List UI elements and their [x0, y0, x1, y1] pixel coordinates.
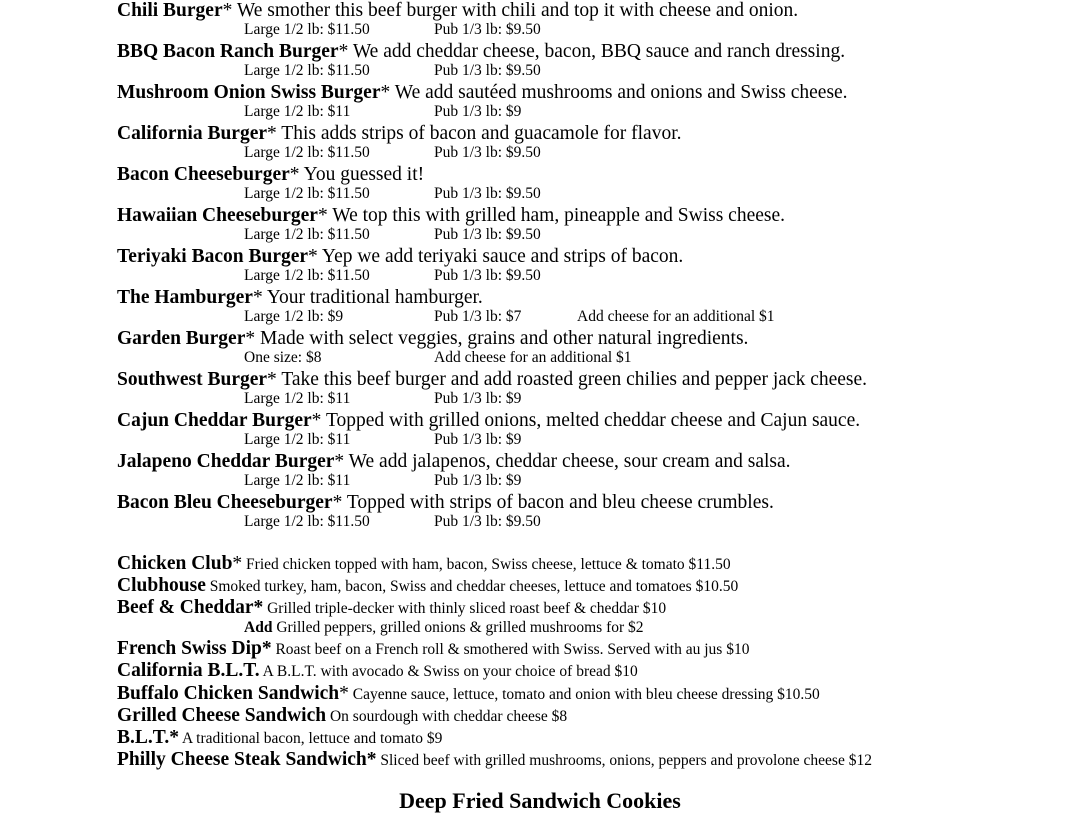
- price-large: Large 1/2 lb: $11.50: [244, 62, 370, 79]
- price-large: Large 1/2 lb: $9: [244, 308, 344, 325]
- item-description: A B.L.T. with avocado & Swiss on your choice of bread $10: [259, 663, 638, 680]
- menu-item: [117, 328, 748, 367]
- price-pub: Pub 1/3 lb: $7: [434, 308, 522, 325]
- price-pub: Pub 1/3 lb: $9.50: [434, 513, 541, 530]
- menu-item: [117, 410, 860, 449]
- item-description: * This adds strips of bacon and guacamole for flavor.: [267, 123, 682, 144]
- price-large: Large 1/2 lb: $11.50: [244, 513, 370, 530]
- star-mark: *: [339, 683, 349, 704]
- menu-item: [117, 164, 541, 203]
- item-name: Buffalo Chicken Sandwich: [117, 683, 340, 704]
- price-large: Large 1/2 lb: $11: [244, 472, 351, 489]
- item-description: * Your traditional hamburger.: [252, 287, 483, 308]
- item-description: * Made with select veggies, grains and other natural ingredients.: [245, 328, 749, 349]
- item-description: Roast beef on a French roll & smothered with Swiss. Served with au jus $10: [271, 641, 750, 658]
- item-name: Bacon Cheeseburger: [117, 164, 290, 185]
- price-pub: Pub 1/3 lb: $9: [434, 390, 522, 407]
- addon-text: Grilled peppers, grilled onions & grilled mushrooms for $2: [272, 619, 644, 636]
- item-name: Hawaiian Cheeseburger: [117, 205, 318, 226]
- item-description: * You guessed it!: [289, 164, 425, 185]
- item-description: * Take this beef burger and add roasted green chilies and pepper jack cheese.: [267, 369, 868, 390]
- addon-label: Add: [244, 619, 273, 636]
- menu-item: [117, 123, 681, 162]
- price-pub: Pub 1/3 lb: $9.50: [434, 21, 541, 38]
- item-description: * We add jalapenos, cheddar cheese, sour cream and salsa.: [334, 451, 791, 472]
- item-name: Southwest Burger: [117, 369, 268, 390]
- item-description: On sourdough with cheddar cheese $8: [326, 708, 568, 725]
- item-name: Cajun Cheddar Burger: [117, 410, 312, 431]
- price-large: Large 1/2 lb: $11.50: [244, 267, 370, 284]
- item-description: * We add sautéed mushrooms and onions and Swiss cheese.: [380, 82, 848, 103]
- sandwich-item: [117, 553, 731, 576]
- item-name: California B.L.T.: [117, 660, 260, 681]
- item-name: Chicken Club: [117, 553, 233, 574]
- menu-item: [117, 492, 774, 531]
- price-large: Large 1/2 lb: $11.50: [244, 144, 370, 161]
- item-name: Philly Cheese Steak Sandwich*: [117, 749, 377, 770]
- item-name: Teriyaki Bacon Burger: [117, 246, 309, 267]
- item-description: Smoked turkey, ham, bacon, Swiss and cheddar cheeses, lettuce and tomatoes $10.50: [205, 578, 739, 595]
- menu-item: [117, 82, 848, 121]
- price-pub: Pub 1/3 lb: $9: [434, 431, 522, 448]
- price-large: Large 1/2 lb: $11: [244, 103, 351, 120]
- sandwich-item: [117, 660, 638, 683]
- item-description: * Yep we add teriyaki sauce and strips of bacon.: [308, 246, 684, 267]
- item-name: Jalapeno Cheddar Burger: [117, 451, 335, 472]
- menu-item: [117, 451, 791, 490]
- sandwich-item: [117, 575, 738, 598]
- price-large: Large 1/2 lb: $11.50: [244, 185, 370, 202]
- item-description: * We top this with grilled ham, pineapple and Swiss cheese.: [317, 205, 786, 226]
- price-pub: Pub 1/3 lb: $9.50: [434, 144, 541, 161]
- price-pub: Pub 1/3 lb: $9: [434, 472, 522, 489]
- item-description: Sliced beef with grilled mushrooms, onions, peppers and provolone cheese $12: [376, 752, 872, 769]
- item-name: Beef & Cheddar*: [117, 597, 264, 618]
- item-description: * We smother this beef burger with chili and top it with cheese and onion.: [222, 0, 799, 21]
- sandwich-item: [117, 638, 749, 661]
- item-name: Chili Burger: [117, 0, 223, 21]
- price-large: One size: $8: [244, 349, 322, 366]
- menu-item: [117, 205, 785, 244]
- menu-item: [117, 287, 775, 326]
- item-name: BBQ Bacon Ranch Burger: [117, 41, 339, 62]
- item-description: * Topped with strips of bacon and bleu cheese crumbles.: [332, 492, 774, 513]
- price-pub: Pub 1/3 lb: $9.50: [434, 267, 541, 284]
- sandwich-item: [117, 705, 567, 728]
- section-heading: Deep Fried Sandwich Cookies: [399, 788, 681, 813]
- item-name: Mushroom Onion Swiss Burger: [117, 82, 381, 103]
- price-pub: Add cheese for an additional $1: [434, 349, 632, 366]
- star-mark: *: [232, 553, 243, 574]
- menu-item: [117, 41, 845, 80]
- price-pub: Pub 1/3 lb: $9.50: [434, 185, 541, 202]
- sandwich-item: [117, 683, 820, 706]
- item-name: Clubhouse: [117, 575, 206, 596]
- item-name: Garden Burger: [117, 328, 246, 349]
- item-name: B.L.T.*: [117, 727, 179, 748]
- sandwich-item: [117, 727, 442, 750]
- item-name: French Swiss Dip*: [117, 638, 272, 659]
- item-name: Bacon Bleu Cheeseburger: [117, 492, 333, 513]
- item-description: * We add cheddar cheese, bacon, BBQ sauce and ranch dressing.: [338, 41, 846, 62]
- item-description: * Topped with grilled onions, melted cheddar cheese and Cajun sauce.: [311, 410, 861, 431]
- menu-item: [117, 369, 867, 408]
- item-description: A traditional bacon, lettuce and tomato $9: [178, 730, 443, 747]
- sandwich-item: [117, 597, 666, 620]
- item-name: California Burger: [117, 123, 268, 144]
- sandwich-item: [117, 749, 872, 772]
- price-pub: Pub 1/3 lb: $9: [434, 103, 522, 120]
- price-pub: Pub 1/3 lb: $9.50: [434, 62, 541, 79]
- price-note: Add cheese for an additional $1: [577, 308, 775, 325]
- item-description: Grilled triple-decker with thinly sliced roast beef & cheddar $10: [263, 600, 667, 617]
- item-name: Grilled Cheese Sandwich: [117, 705, 327, 726]
- price-large: Large 1/2 lb: $11.50: [244, 21, 370, 38]
- menu-item: [117, 246, 683, 285]
- menu-item: [117, 0, 798, 39]
- price-pub: Pub 1/3 lb: $9.50: [434, 226, 541, 243]
- item-description: Fried chicken topped with ham, bacon, Swiss cheese, lettuce & tomato $11.50: [242, 556, 731, 573]
- price-large: Large 1/2 lb: $11.50: [244, 226, 370, 243]
- addon-note: [244, 618, 644, 638]
- price-large: Large 1/2 lb: $11: [244, 431, 351, 448]
- item-description: Cayenne sauce, lettuce, tomato and onion with bleu cheese dressing $10.50: [348, 686, 820, 703]
- item-name: The Hamburger: [117, 287, 253, 308]
- price-large: Large 1/2 lb: $11: [244, 390, 351, 407]
